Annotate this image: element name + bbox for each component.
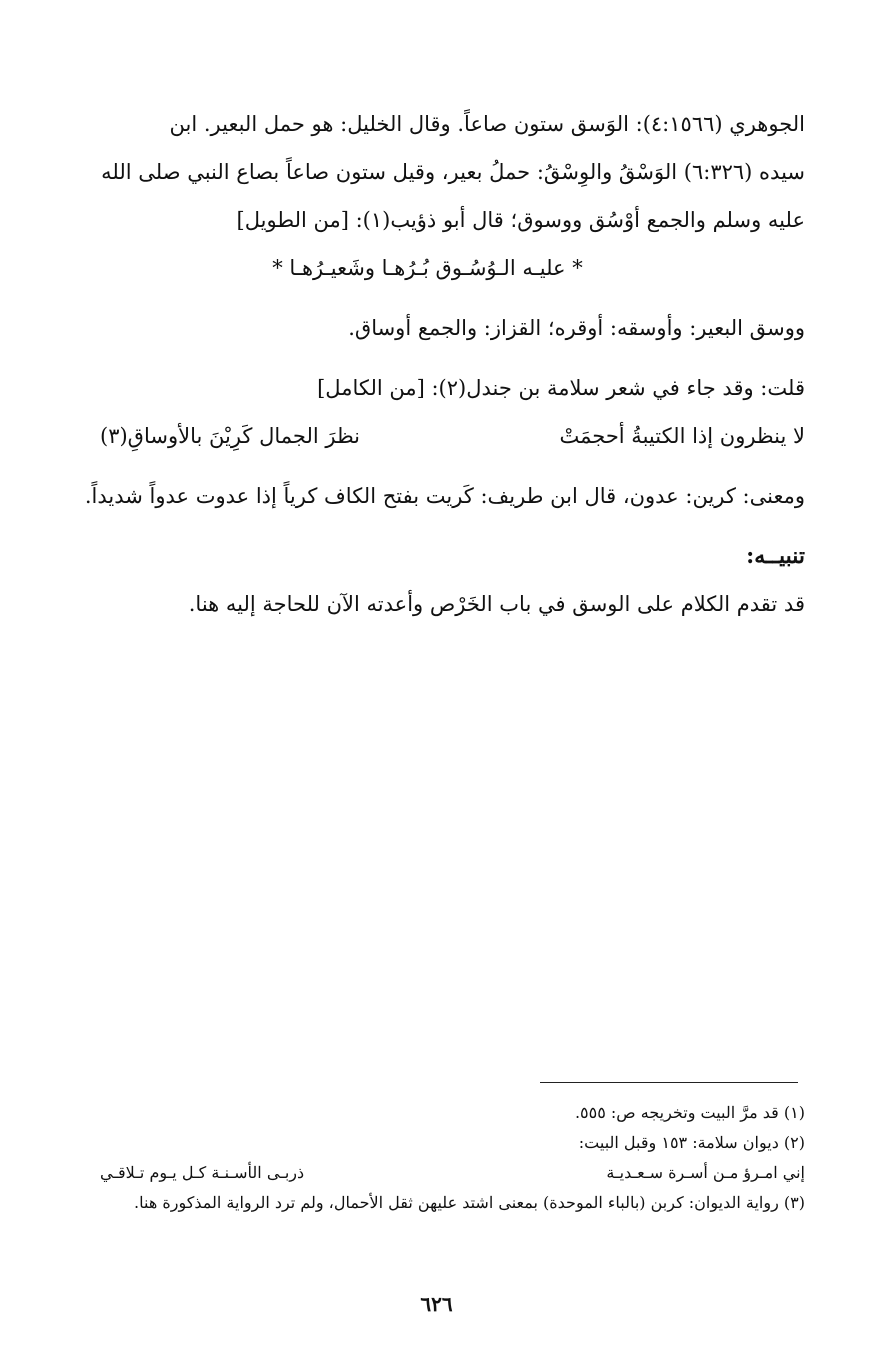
page-number: ٦٢٦ (420, 1292, 453, 1316)
verse-second-hemistich: نظرَ الجمال كَرِيْنَ بالأوساقِ(٣) (100, 424, 361, 448)
footnote-divider (540, 1082, 798, 1083)
paragraph-wasq-alba'ir: ووسق البعير: وأوسقه: أوقره؛ القزاز: والجمع أوساق. (348, 316, 805, 340)
line-3: عليه وسلم والجمع أوْسُق ووسوق؛ قال أبو ذؤيب(١): [من الطويل] (236, 208, 805, 232)
verse-abu-dhuayb: * عليـه الـوُسُـوق بُـرُهـا وشَعيـرُهـا * (272, 256, 583, 280)
verse-salama (50, 412, 805, 460)
main-text (50, 100, 805, 628)
heading-tanbih: تنبيــه: (746, 543, 805, 569)
line-1: الجوهري (٤:١٥٦٦): الوَسق ستون صاعاً. وقال الخليل: هو حمل البعير. ابن (169, 112, 805, 136)
footnote-verse (50, 1158, 805, 1188)
footnote-3: (٣) رواية الديوان: كربن (بالباء الموحدة) بمعنى اشتد عليهن ثقل الأحمال، ولم ترد الرواية المذكورة هنا. (134, 1193, 805, 1212)
line-2: سيده (٦:٣٢٦) الوَسْقُ والوِسْقُ: حملُ بعير، وقيل ستون صاعاً بصاع النبي صلى الله (101, 160, 805, 184)
footnote-2: (٢) ديوان سلامة: ١٥٣ وقبل البيت: (578, 1133, 805, 1152)
footnote-verse-second: ذربـى الأسـنـة كـل يـوم تـلاقـي (100, 1163, 305, 1182)
paragraph-salama: قلت: وقد جاء في شعر سلامة بن جندل(٢): [من الكامل] (317, 376, 805, 400)
verse-first-hemistich: لا ينظرون إذا الكتيبةُ أحجمَتْ (559, 424, 805, 448)
footnote-verse-first: إني امـرؤ مـن أسـرة سـعـديـة (606, 1163, 805, 1182)
footnote-1: (١) قد مرَّ البيت وتخريجه ص: ٥٥٥. (574, 1103, 805, 1122)
paragraph-note: قد تقدم الكلام على الوسق في باب الخَرْص وأعدته الآن للحاجة إليه هنا. (188, 592, 805, 616)
footnotes (50, 1098, 805, 1218)
paragraph-jawhari (50, 100, 805, 244)
paragraph-meaning: ومعنى: كرين: عدون، قال ابن طريف: كَريت بفتح الكاف كرياً إذا عدوت عدواً شديداً. (84, 484, 805, 508)
